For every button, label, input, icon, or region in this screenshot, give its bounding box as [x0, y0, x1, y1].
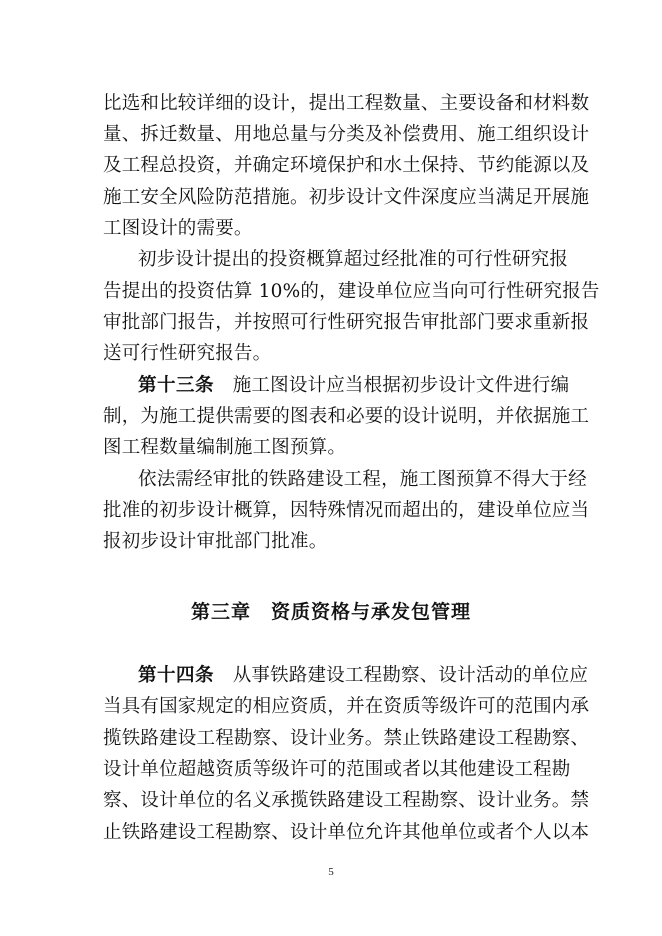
article-14-label: 第十四条 — [138, 665, 215, 686]
body-line: 送可行性研究报告。 — [103, 343, 272, 364]
body-line: 察、设计单位的名义承揽铁路建设工程勘察、设计业务。禁 — [103, 790, 590, 811]
body-line: 审批部门报告，并按照可行性研究报告审批部门要求重新报 — [103, 312, 590, 333]
article-14-text: 从事铁路建设工程勘察、设计活动的单位应 — [232, 665, 589, 686]
body-line: 揽铁路建设工程勘察、设计业务。禁止铁路建设工程勘察、 — [103, 728, 590, 749]
article-13-text: 施工图设计应当根据初步设计文件进行编 — [232, 375, 570, 396]
body-line: 施工安全风险防范措施。初步设计文件深度应当满足开展施 — [103, 187, 590, 208]
page-number: 5 — [328, 866, 334, 878]
body-line: 报初步设计审批部门批准。 — [103, 531, 328, 552]
body-line: 设计单位超越资质等级许可的范围或者以其他建设工程勘 — [103, 759, 571, 780]
article-13-label: 第十三条 — [138, 375, 215, 396]
body-line: 批准的初步设计概算，因特殊情况而超出的，建设单位应当 — [103, 500, 590, 521]
chapter-heading: 第三章 资质资格与承发包管理 — [190, 601, 471, 623]
body-line: 比选和比较详细的设计，提出工程数量、主要设备和材料数 — [103, 93, 590, 114]
body-line: 制，为施工提供需要的图表和必要的设计说明，并依据施工 — [103, 406, 590, 427]
body-line: 图工程数量编制施工图预算。 — [103, 437, 347, 458]
body-line: 初步设计提出的投资概算超过经批准的可行性研究报 — [138, 249, 569, 270]
body-line: 止铁路建设工程勘察、设计单位允许其他单位或者个人以本 — [103, 822, 590, 843]
body-line: 当具有国家规定的相应资质，并在资质等级许可的范围内承 — [103, 696, 590, 717]
article-14-line — [138, 664, 589, 688]
body-line: 量、拆迁数量、用地总量与分类及补偿费用、施工组织设计 — [103, 124, 590, 145]
body-line: 依法需经审批的铁路建设工程，施工图预算不得大于经 — [138, 469, 587, 490]
body-line: 及工程总投资，并确定环境保护和水土保持、节约能源以及 — [103, 155, 590, 176]
body-line: 工图设计的需要。 — [103, 218, 253, 239]
body-line: 告提出的投资估算 10%的，建设单位应当向可行性研究报告 — [103, 281, 600, 302]
article-13-line — [138, 374, 570, 398]
